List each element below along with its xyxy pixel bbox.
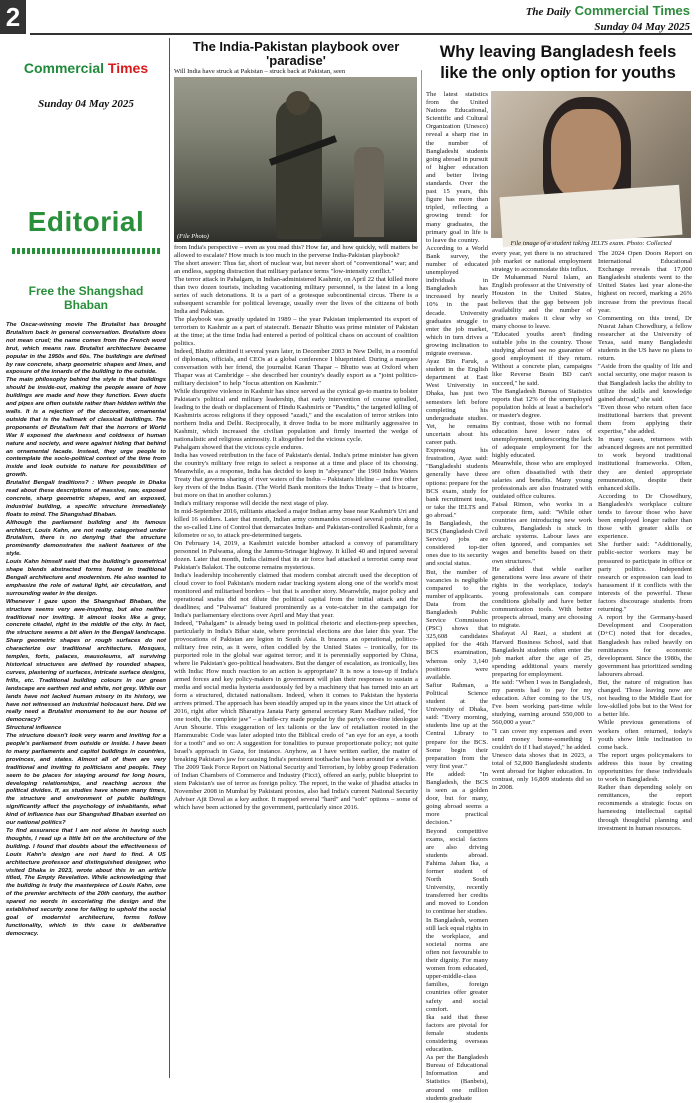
article-paragraph: On February 14, 2019, a Kashmiri suicide bomber attacked a convoy of paramilitary personnel in Pulwama, along the Jammu-Srinagar highway. It killed 40 and injured several dozen. Later that month, India claimed that its air force had attacked a terrorist camp near Pakistan's Balakot. The outcome remains mysterious. — [174, 540, 418, 571]
bd-paragraph: "Educated youths aren't finding suitable jobs in the country. Those studying abroad see no guarantee of good employment if they return. Without a concrete plan, campaigns like Reverse Brain BD can't succeed," he said. — [492, 330, 592, 387]
editorial-paragraph: The main philosophy behind the style is that buildings should be inside-out, making the people aware of how buildings are made and how they function. Even ducts and pipes are often outside rather than hidden within the walls. It is a rejection of the decorative, ornamental outside that is the hallmark of classical buildings. The proponents of Brutalism felt that the horrors of World War II exposed the darkness and coldness of human nature and society, and were against hiding that behind an ornamental facade. Instead, they urge people to contemplate the socio-political context of the time from inside and look outside to nature for possibilities of growth. — [6, 377, 166, 479]
bd-paragraph: Shafayat Al Razi, a student at Harvard Business School, said that Bangladeshi students often enter the job market after the age of 25, spending additional years merely preparing for employment. — [492, 630, 592, 678]
section-rule — [12, 248, 160, 254]
editorial-body — [6, 322, 166, 939]
editorial-subheading: Structural influence — [6, 725, 62, 732]
masthead-name: Commercial Times — [574, 3, 690, 18]
bd-paragraph: Ika said that these factors are pivotal for female students considering overseas education. — [426, 1013, 488, 1054]
bd-paragraph: While previous generations of workers often returned, today's youth show little inclination to come back. — [598, 719, 692, 751]
brand-times: Times — [107, 60, 149, 76]
article-paragraph: India's military response will decide the next stage of play. — [174, 500, 329, 507]
bd-paragraph: A report by the Germany-based Development and Cooperation (D+C) noted that for decades, Bangladesh has relied heavily on remittances for economic development. Since the 1980s, the government has prioritized sending labourers abroad. — [598, 614, 692, 678]
article-paragraph: India's leadership incoherently claimed that modern combat aircraft used the deception of cloud cover to fool Pakistan's modern radar tracking system along one of the world's most monitored and militarised borders – but that is another story. Meanwhile, major policy and operational snafus did not dilute the political capital from the initial attack and the deadlines; and "Pulwama" featured prominently as a vote-catcher in the campaign for India's parliamentary elections over April and May that year. — [174, 572, 418, 619]
editorial-paragraph: Although the parliament building and its famous architect, Louis Kahn, are not really categorised under Brutalism, there is no denying that the structure prominently demonstrates the salient features of the style. — [6, 519, 166, 558]
bd-paragraph: But, the number of vacancies is negligible compared to the number of applicants. — [426, 568, 488, 600]
masthead-date: Sunday 04 May 2025 — [594, 21, 690, 33]
bangladesh-photo — [491, 91, 691, 238]
page-number: 2 — [0, 0, 26, 34]
india-pakistan-article — [174, 40, 418, 1078]
photo-exam-paper — [499, 185, 682, 247]
bd-paragraph: By contrast, those with no formal education have lower rates of unemployment, underscoring the lack of adequate employment for the highly educated. — [492, 419, 592, 460]
bd-paragraph: Meanwhile, those who are employed are often dissatisfied with their salaries and benefits. Many young professionals are also frustrated with outdated office cultures. — [492, 460, 592, 500]
editorial-headline: Free the Shangshad Bhaban — [28, 284, 144, 312]
article-paragraph: The terror attack in Pahalgam, in Indian-administered Kashmir, on April 22 that killed more than two dozen tourists, including vacationing military personnel, is the latest in a long series of such detonations. It is a part of a grotesque subcontinental circus. There is a subsequent scramble for political leverage, usually over the lives of the citizens of both India and Pakistan. — [174, 276, 418, 315]
editorial-paragraph: The Oscar-winning movie The Brutalist has brought Brutalism back in general conversation. Brutalism does not mean cruel; the name comes from the French word brut, which means raw. Brutalist architecture became popular in the 1950s and 60s. The buildings are defined by raw concrete, sharp geometric shapes and lines, and exposure of the innards of the building to the outside. — [6, 322, 166, 376]
bd-paragraph: Commenting on this trend, Dr Nusrat Jahan Chowdhury, a fellow researcher at the University of Texas, said many Bangladeshi students in the US have no plans to return. — [598, 314, 692, 363]
bd-paragraph: As per the Bangladesh Bureau of Educational Information and Statistics (Banbeis), around one million students graduate — [426, 1054, 488, 1102]
masthead-the-daily: The Daily — [525, 6, 571, 18]
article-paragraph: While disruptive violence in Kashmir has since served as the cynical go-to mantra to bolster Pakistan's political and military leadership, that early intervention of course spiralled, leading to the death or displacement of Hindu Kashmiris or "Pandits," the targeted killing of Kashmiris across religions if they opposed "azadi," and the escalation of terror strikes into northern India and Delhi. Reciprocally, it drove India to be more militarily aggressive in Kashmir, which increased the civilian population and firmly inserted the wedge of nationalistic and religious animosity. It altogether fed the vicious cycle. — [174, 388, 418, 443]
bangladesh-column-3 — [598, 250, 692, 1078]
editorial-paragraph: Louis Kahn himself said that the building's geometrical shape blends abstracted forms found in traditional Bengali architecture and modernism. He also wanted to emphasize the role of natural light, air circulation, and surrounding water in the design. — [6, 559, 166, 597]
bd-paragraph: According to Dr Chowdhury, Bangladesh's workplace culture tends to favour those who have been employed longer rather than those with greater skills or experience. — [598, 492, 692, 541]
article-paragraph: Indeed, "Pahalgam" is already being used in political rhetoric and election-prep speeches, particularly in India's Bihar state, where provincial elections are due later this year. The provocations of Pakistan are legion in South Asia. It brazens an operational, politico-military free rein, as it were, often coddled by the United States – ironically, for its purported role in the global war against terror; and it is perennially supported by China, where lie Pakistan's geo-political headwaters. But the danger of escalation, as ironically, lies with India: How much reaction to an action is appropriate? It is now a toss-up if India's armed forces and key policy-makers in government will plan their responses to sustain a media and social media hysteria assiduously fed by a machinery that has turned into an art form a structured, dictated nationalism. Indeed, when it comes to Pakistan the hysteria arrives primed. The approach has been steadily amped up in the years since the Uri attack of 2016, right after which Bharatiya Janata Party general secretary Ram Madhav railed, "for one tooth, the complete jaw" – a battle-cry made popular by the party's one-time ideologue Arun Shourie. This exaggeration of lex talionis or the law of retaliation rooted in the Hammurabic Code was later adopted into the Biblical credo of "an eye for an eye, a tooth for a tooth" and so on: A suggestion for tonalities to pursue proportionate policy; not quite Israel's approach in Gaza, for instance. Anyhow, as I have written earlier, the matter of breaking Pakistan's jaw for causing India's persistent toothache has been around for a while. — [174, 620, 418, 763]
editorial-paragraph: To find assurance that I am not alone in having such thoughts, I read up a little bit on the architecture of the building. I found that doubts about the effectiveness of Louis Kahn's design are not hard to find. A US architecture professor and distinguished designer, who visited Dhaka in 2023, wrote about this in an article titled, The Empty Revelation. While acknowledging that the building is truly the masterpiece of Louis Kahn, one of the premier architects of the 20th century, the author spared no words in excoriating the design and the established security zone for failing to uphold the social goal of modernist architecture, forms follow functionality, which in this case is deliberative democracy. — [6, 828, 166, 937]
article-paragraph: Indeed, Bhutto admitted it several years later, in December 2003 in New Delhi, in a roomful of diplomats, officials, and CEOs at a global conference I blueprinted. During a marquee conversation with her friend, the journalist Karan Thapar – Bhutto was at Oxford when Thapar was at Cambridge – she described her country's deadly export as a "joint politico-military decision" to help "focus attention on Kashmir." — [174, 348, 418, 387]
bd-paragraph: In Bangladesh, women still lack equal rights in the workplace, and societal norms are often not favourable to their dignity. For many women from educated, upper-middle-class families, foreign countries offer greater safety and social comfort. — [426, 916, 488, 1013]
article-paragraph: In mid-September 2016, militants attacked a major Indian army base near Kashmir's Uri and killed 16 soldiers. Later that month, Indian army commandos crossed several points along the so-called Line of Control that demarcates Indian- and Pakistan-controlled Kashmir, for a kilometre or so, to attack pre-determined targets. — [174, 508, 418, 539]
bd-paragraph: The report urges policymakers to address this issue by creating opportunities for these individuals to work in Bangladesh. — [598, 751, 692, 784]
bd-paragraph: Safiur Rahman, a Political Science student at the University of Dhaka, said: "Every morning, students line up at the Central Library to prepare for the BCS. Some begin their preparation from the very first year." — [426, 681, 488, 770]
bd-paragraph: Beyond competitive exams, social factors are also driving students abroad. Fahima Jahan Ika, a former student of North South University, recently transferred her credits and moved to London to continue her studies. — [426, 827, 488, 916]
bd-paragraph: The Bangladesh Bureau of Statistics reports that 12% of the unemployed population holds at least a bachelor's or master's degree. — [492, 387, 592, 419]
editorial-paragraph: The structure doesn't look very warm and inviting for a people's parliament from outside or inside. I have been to many parliaments and capitol buildings in countries, provinces, and states. Almost all of them are very traditional and inviting to politicians and people. They seem to be places for staying around for long hours, developing relationships, and reaching across the political divides. If, as studies have shown many times, the structure and environment of public buildings significantly affect the psychology of inhabitants, what kind of influence has our Shangshad Bhaban exerted on our national politics? — [6, 733, 166, 827]
bd-paragraph: She further said: "Additionally, public-sector workers may be pressured to participate in office or party politics. Independent research or expression can lead to harassment if it conflicts with the interests of the powerful. These factors discourage students from returning." — [598, 541, 692, 614]
bd-paragraph: He added that while earlier generations were less aware of their rights in the workplace, today's young professionals can compare conditions globally and have better communication tools. With better prospects abroad, many are choosing to migrate. — [492, 565, 592, 630]
bd-paragraph: He added: "In Bangladesh, the BCS is seen as a golden door, but for many, going abroad seems a more practical decision." — [426, 770, 488, 827]
article-paragraph: The 2009 Task Force Report on National Security and Terrorism, by lobby group Federation of Indian Chambers of Commerce and Industry (Ficci), offered an early, public blueprint to stem Pakistan's use of terror as foreign policy. The report, in the wake of jihadist attacks in November 2008 in Mumbai by Pakistani proxies, also had India's current National Security Adviser Ajit Doval as a key author. It mapped several "hard" and "soft" options – some of which have been actioned by the government, particularly since 2016. — [174, 764, 418, 811]
bd-paragraph: In Bangladesh, the BCS (Bangladesh Civil Service) jobs are considered top-tier ones due to its security and social status. — [426, 519, 488, 568]
bd-paragraph: He said: "When I was in Bangladesh, my parents had to pay for my education. After coming to the US, I've been working part-time while studying, earning around 550,000 to 560,000 a year." — [492, 678, 592, 727]
bd-paragraph: Unesco data shows that in 2023, a total of 52,800 Bangladeshi students went abroad for higher education. In contrast, only 16,809 students did so in 2008. — [492, 751, 592, 792]
photo-soldier — [276, 99, 322, 239]
photo-soldier-head — [286, 91, 310, 115]
bd-paragraph: Faisal Rimon, who works in a corporate firm, said: "While other countries are introducing new work cultures, Bangladesh is stuck in archaic systems. Labour laws are often ignored, and companies set wages and benefits based on their own structures." — [492, 500, 592, 565]
article-headline: The India-Pakistan playbook over 'paradise' — [192, 39, 400, 68]
bd-paragraph: Dr Muhammad Nurul Islam, an English professor at the University of Houston in the United States, believes that the gap between job availability and the number of graduates makes it clear why so many choose to leave. — [492, 274, 592, 330]
photo-caption: (File Photo) — [177, 233, 209, 240]
section-title: Editorial — [27, 206, 145, 237]
editorial-paragraph: Brutalist Bengali traditions? : When people in Dhaka read about these descriptions of massive, raw, exposed concrete, sharp geometric shapes, and an exposed, industrial building, a specific structure immediately floats to mind. The Shangshad Bhaban. — [6, 480, 166, 518]
bd-paragraph: According to a World Bank survey, the number of educated unemployed individuals in Bangladesh has increased by nearly 10% in the past decade. University graduates struggle to enter the job market, which in turn drives a growing inclination to migrate overseas. — [426, 244, 488, 357]
bd-paragraph: "Even those who return often face institutional barriers that prevent them from applying their expertise," she added. — [598, 403, 692, 436]
column-divider — [421, 70, 422, 1078]
bd-paragraph: Expressing his frustration, Ayaz said: "Bangladeshi students generally have three options: prepare for the BCS exam, study for bank recruitment tests, or take the IELTS and go abroad." — [426, 447, 488, 519]
column-divider — [169, 38, 170, 1078]
bangladesh-headline: Why leaving Bangladesh feels like the only option for youths — [439, 43, 677, 82]
editorial-brand — [6, 60, 166, 76]
editorial-date: Sunday 04 May 2025 — [38, 98, 134, 110]
bd-paragraph: "Aside from the quality of life and social security, one major reason is that Bangladesh lacks the ability to utilize the skills and knowledge gained abroad," she said. — [598, 363, 692, 403]
photo-figure — [354, 147, 384, 237]
brand-commercial: Commercial — [23, 60, 105, 76]
photo-student-face — [551, 109, 621, 199]
article-paragraph: The short answer: Thus far, short of nuclear war, but never short of "conventional" war; and an endless, sapping distraction that military parlance terms "low-intensity conflict." — [174, 260, 418, 275]
article-body — [174, 244, 418, 812]
bd-paragraph: The latest statistics from the United Nations Educational, Scientific and Cultural Organization (Unesco) reveal a sharp rise in the number of Bangladeshi students going abroad in pursuit of higher education and better living standards. Over the past 15 years, this figure has more than tripled, reflecting a growing trend: for many graduates, the primary goal in life is to leave the country. — [426, 91, 488, 244]
bangladesh-photo-caption: File image of a student taking IELTS exam. Photo: Collected — [510, 240, 672, 247]
article-paragraph: Pahalgam showed that the vicious cycle endures. — [174, 444, 304, 451]
masthead — [526, 2, 690, 33]
editorial-paragraph: Whenever I gaze upon the Shangshad Bhaban, the structure seems very awe-inspiring, but also neither traditional nor inviting. It almost looks like a grey, concrete citadel, right in the middle of the city. In fact, the structure seems a bit alien in the Bengali landscape. Sharp geometric shapes or rough surfaces do not characterize our traditional architecture. Mosques, temples, forts, palaces, mausoleums, all surviving historical structures are defined by rounded shapes, curves, plastering of surfaces, intricate surface designs, frills, etc. Traditional building colours in our green landscape are earthen red and white, not grey. While our lands have not lacked human misery in its history, we have not witnessed an industrial holocaust here. Did we really need a Brutalist monument to be our house of democracy? — [6, 598, 166, 724]
bd-paragraph: Data from the Bangladesh Public Service Commission (PSC) shows that 325,608 candidates applied for the 46th BCS examination, whereas only 3,140 positions were available. — [426, 600, 488, 681]
header-rule — [30, 33, 692, 35]
article-photo — [174, 77, 417, 242]
bd-paragraph: "I can cover my expenses and even send money home-something I couldn't do if I had stayed," he added. — [492, 727, 592, 751]
article-paragraph: from India's perspective – even as you read this? How far, and how quickly, will matters be allowed to escalate? How much is too much in the perverse India-Pakistan playbook? — [174, 244, 418, 259]
editorial-column — [6, 38, 166, 1078]
bd-paragraph: But, the nature of migration has changed. Those leaving now are not heading to the Middle East for low-skilled jobs but to the West for a better life. — [598, 678, 692, 719]
article-paragraph: The playbook was greatly updated in 1989 – the year Pakistan implemented its export of terrorism to Kashmir as a part of statecraft. Benazir Bhutto was prime minister of Pakistan at the time; at the time India had entered a period of political chaos on account of coalition politics. — [174, 316, 418, 347]
bangladesh-column-1 — [426, 91, 488, 1102]
article-paragraph: India has vowed retribution in the face of Pakistan's denial. India's prime minister has given the country's military free reign to select a response at a time and place of its choosing. Meanwhile, as a response, India has decided to keep in "abeyance" the 1960 Indus Waters Treaty that governs sharing of river waters of the Indus – Pakistan's lifeline – and five other key rivers of the Indus Basin. (The World Bank monitors the Indus Treaty – that is bizarre, but more on that in another column.) — [174, 452, 418, 499]
bangladesh-column-2 — [492, 250, 592, 1078]
bd-paragraph: The 2024 Open Doors Report on International Educational Exchange reveals that 17,000 Bangladeshi students went to the United States last year alone-the highest on record, marking a 26% increase from the previous fiscal year. — [598, 250, 692, 314]
article-lede: Will India have struck at Pakistan – struck back at Pakistan, seen — [174, 68, 346, 75]
bd-paragraph: Rather than depending solely on remittances, the report recommends a strategic focus on harnessing intellectual capital through thoughtful planning and investment in human resources. — [598, 784, 692, 832]
bd-paragraph: In many cases, returnees with advanced degrees are not permitted to work beyond traditional institutional frameworks. Often, they are denied appropriate remuneration, despite their enhanced skills. — [598, 436, 692, 492]
bd-paragraph: Ayaz Bin Faruk, a student in the English department at East West University in Dhaka, has just two semesters left before completing his undergraduate studies. Yet, he remains uncertain about his career path. — [426, 358, 488, 447]
bd-paragraph: every year, yet there is no structured job market or national employment strategy to accommodate this influx. — [492, 250, 592, 274]
